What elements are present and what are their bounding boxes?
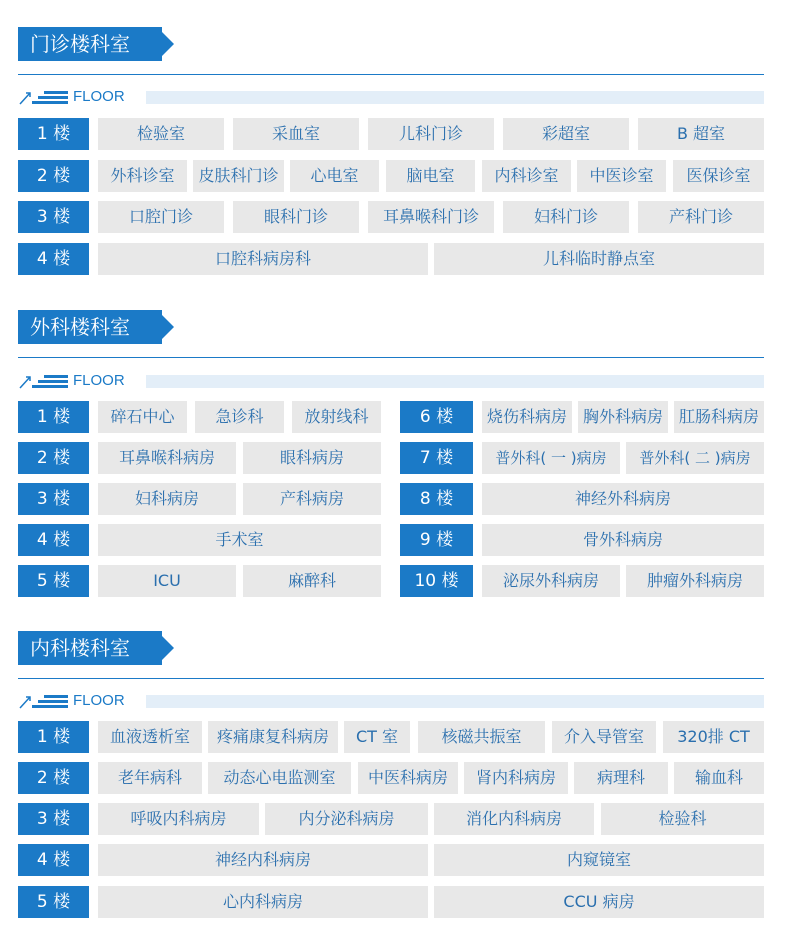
floor-row-5 <box>18 565 382 597</box>
floor-row-2 <box>18 160 764 192</box>
dept-cell[interactable]: 骨外科病房 <box>482 524 764 556</box>
dept-cell[interactable]: 医保诊室 <box>673 160 764 192</box>
dept-cell[interactable]: 肛肠科病房 <box>674 401 764 433</box>
floor-number: 7 楼 <box>400 442 473 474</box>
dept-cell[interactable]: 采血室 <box>233 118 359 150</box>
floor-label: FLOOR <box>73 692 125 709</box>
dept-cell[interactable]: 检验室 <box>98 118 224 150</box>
dept-cell[interactable]: 病理科 <box>574 762 668 794</box>
floor-number: 3 楼 <box>18 483 89 515</box>
dept-cell[interactable]: 眼科门诊 <box>233 201 359 233</box>
dept-cell[interactable]: 神经内科病房 <box>98 844 428 876</box>
dept-cell[interactable]: 放射线科 <box>292 401 381 433</box>
dept-cell[interactable]: 疼痛康复科病房 <box>208 721 338 753</box>
section-divider <box>18 74 764 75</box>
floor-header-bar <box>146 91 764 104</box>
dept-cell[interactable]: 老年病科 <box>98 762 202 794</box>
dept-cell[interactable]: 彩超室 <box>503 118 629 150</box>
floor-number: 2 楼 <box>18 762 89 794</box>
stairs-icon <box>18 89 70 105</box>
floor-number: 8 楼 <box>400 483 473 515</box>
dept-cell[interactable]: 碎石中心 <box>98 401 187 433</box>
floor-number: 4 楼 <box>18 243 89 275</box>
dept-cell[interactable]: 产科病房 <box>243 483 381 515</box>
dept-cell[interactable]: 普外科( 一 )病房 <box>482 442 620 474</box>
dept-cell[interactable]: 介入导管室 <box>552 721 656 753</box>
dept-cell[interactable]: 烧伤科病房 <box>482 401 572 433</box>
floor-number: 2 楼 <box>18 160 89 192</box>
floor-label: FLOOR <box>73 372 125 389</box>
floor-row-1 <box>18 721 764 753</box>
floor-number: 3 楼 <box>18 803 89 835</box>
floor-number: 1 楼 <box>18 721 89 753</box>
floor-header <box>18 89 764 105</box>
dept-cell[interactable]: 肿瘤外科病房 <box>626 565 764 597</box>
dept-cell[interactable]: 口腔科病房科 <box>98 243 428 275</box>
dept-cell[interactable]: 呼吸内科病房 <box>98 803 259 835</box>
floor-number: 1 楼 <box>18 401 89 433</box>
floor-number: 1 楼 <box>18 118 89 150</box>
floor-number: 3 楼 <box>18 201 89 233</box>
dept-cell[interactable]: 输血科 <box>674 762 764 794</box>
dept-cell[interactable]: 胸外科病房 <box>578 401 668 433</box>
dept-cell[interactable]: 神经外科病房 <box>482 483 764 515</box>
dept-cell[interactable]: 脑电室 <box>386 160 475 192</box>
floor-header-bar <box>146 375 764 388</box>
floor-number: 2 楼 <box>18 442 89 474</box>
floor-number: 9 楼 <box>400 524 473 556</box>
dept-cell[interactable]: 内窥镜室 <box>434 844 764 876</box>
dept-cell[interactable]: 中医科病房 <box>358 762 458 794</box>
floor-row-1 <box>18 118 764 150</box>
dept-cell[interactable]: 麻醉科 <box>243 565 381 597</box>
floor-row-4 <box>18 243 764 275</box>
dept-cell[interactable]: B 超室 <box>638 118 764 150</box>
section-divider <box>18 678 764 679</box>
floor-header <box>18 373 764 389</box>
floor-header-bar <box>146 695 764 708</box>
floor-header <box>18 693 764 709</box>
dept-cell[interactable]: 急诊科 <box>195 401 284 433</box>
stairs-icon <box>18 373 70 389</box>
dept-cell[interactable]: 消化内科病房 <box>434 803 594 835</box>
dept-cell[interactable]: 妇科病房 <box>98 483 236 515</box>
dept-cell[interactable]: 妇科门诊 <box>503 201 629 233</box>
dept-cell[interactable]: 泌尿外科病房 <box>482 565 620 597</box>
dept-cell[interactable]: 耳鼻喉科病房 <box>98 442 236 474</box>
floor-row-3 <box>18 803 764 835</box>
section-title: 外科楼科室 <box>18 310 162 344</box>
dept-cell[interactable]: 耳鼻喉科门诊 <box>368 201 494 233</box>
dept-cell[interactable]: 血液透析室 <box>98 721 202 753</box>
floor-label: FLOOR <box>73 88 125 105</box>
dept-cell[interactable]: 外科诊室 <box>98 160 187 192</box>
floor-row-2 <box>18 442 382 474</box>
dept-cell[interactable]: CCU 病房 <box>434 886 764 918</box>
floor-row-1 <box>18 401 382 433</box>
dept-cell[interactable]: 产科门诊 <box>638 201 764 233</box>
dept-cell[interactable]: 皮肤科门诊 <box>193 160 284 192</box>
floor-row-5 <box>18 886 764 918</box>
dept-cell[interactable]: 儿科临时静点室 <box>434 243 764 275</box>
floor-row-2 <box>18 762 764 794</box>
floor-number: 5 楼 <box>18 565 89 597</box>
section-title: 内科楼科室 <box>18 631 162 665</box>
floor-number: 6 楼 <box>400 401 473 433</box>
floor-row-3 <box>18 201 764 233</box>
floor-row-10 <box>400 565 764 597</box>
dept-cell[interactable]: 普外科( 二 )病房 <box>626 442 764 474</box>
floor-row-3 <box>18 483 382 515</box>
floor-row-7 <box>400 442 764 474</box>
dept-cell[interactable]: 动态心电监测室 <box>208 762 351 794</box>
dept-cell[interactable]: 内科诊室 <box>482 160 571 192</box>
dept-cell[interactable]: 核磁共振室 <box>418 721 545 753</box>
floor-row-4 <box>18 524 382 556</box>
floor-number: 4 楼 <box>18 524 89 556</box>
dept-cell[interactable]: CT 室 <box>344 721 410 753</box>
floor-row-4 <box>18 844 764 876</box>
section-divider <box>18 357 764 358</box>
floor-row-6 <box>400 401 764 433</box>
floor-row-8 <box>400 483 764 515</box>
dept-cell[interactable]: ICU <box>98 565 236 597</box>
section-title: 门诊楼科室 <box>18 27 162 61</box>
floor-number: 4 楼 <box>18 844 89 876</box>
dept-cell[interactable]: 检验科 <box>601 803 764 835</box>
dept-cell[interactable]: 中医诊室 <box>577 160 666 192</box>
stairs-icon <box>18 693 70 709</box>
dept-cell[interactable]: 儿科门诊 <box>368 118 494 150</box>
floor-row-9 <box>400 524 764 556</box>
dept-cell[interactable]: 手术室 <box>98 524 381 556</box>
dept-cell[interactable]: 320排 CT <box>663 721 764 753</box>
floor-number: 10 楼 <box>400 565 473 597</box>
dept-cell[interactable]: 内分泌科病房 <box>265 803 428 835</box>
dept-cell[interactable]: 口腔门诊 <box>98 201 224 233</box>
dept-cell[interactable]: 眼科病房 <box>243 442 381 474</box>
dept-cell[interactable]: 肾内科病房 <box>464 762 568 794</box>
dept-cell[interactable]: 心内科病房 <box>98 886 428 918</box>
floor-number: 5 楼 <box>18 886 89 918</box>
dept-cell[interactable]: 心电室 <box>290 160 379 192</box>
